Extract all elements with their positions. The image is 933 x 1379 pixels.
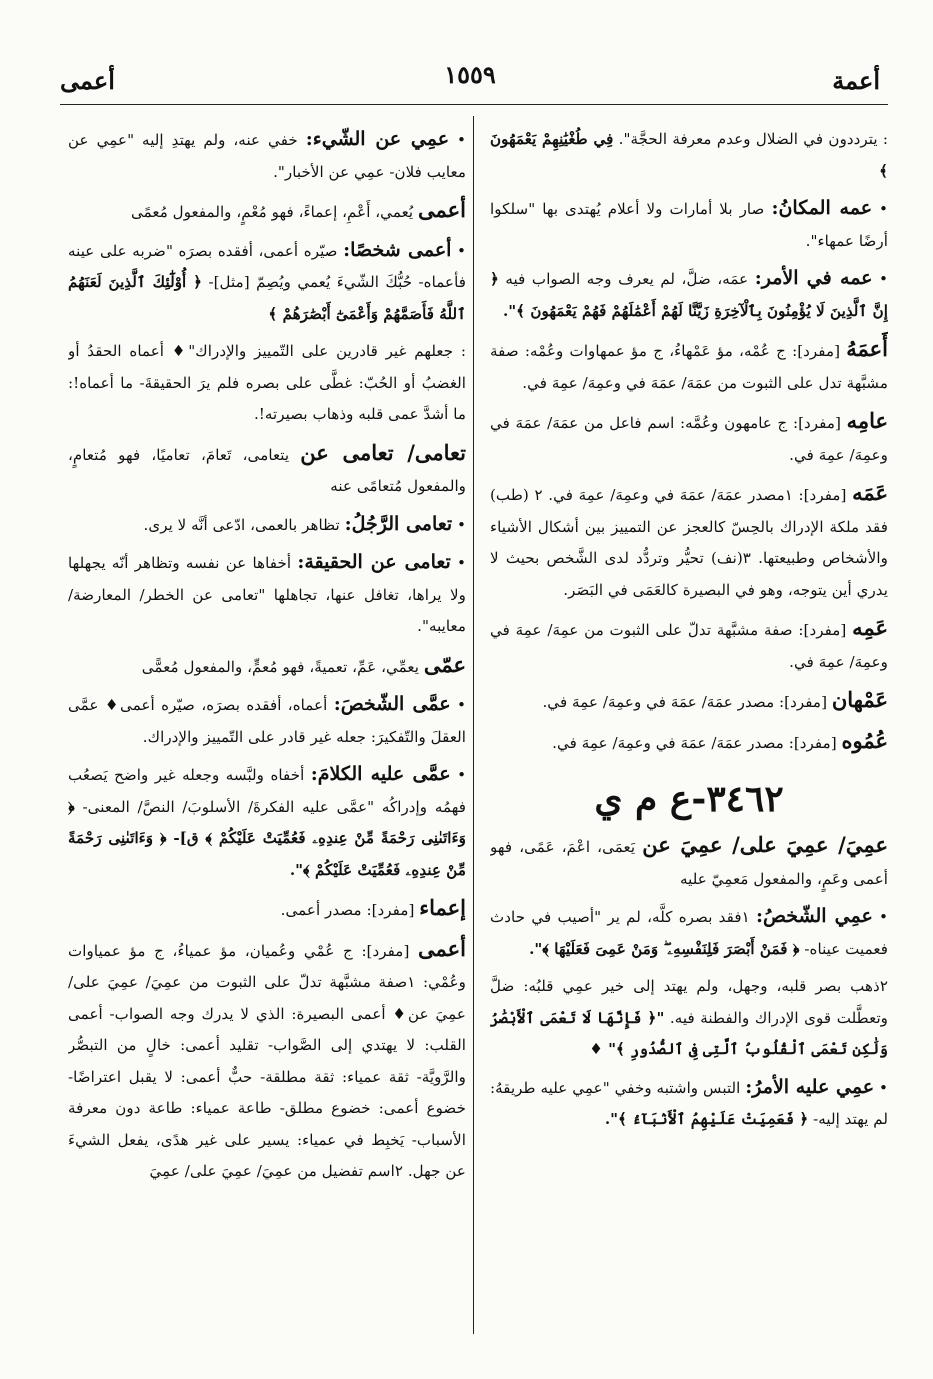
entry-definition: [مفرد]: مصدر عمَهَ/ عمَهَ في وعمِهَ/ عمِهَ في. [542, 693, 827, 711]
entry-definition: أعماه، أفقده بصرَه، صيّره أعمى♦ عمَّى العقلَ والتّفكيرَ: جعله غير قادر على التّمييز والإدراك. [68, 696, 466, 746]
dictionary-entry [490, 612, 888, 678]
entry-definition: عمَه، ضلَّ، لم يعرف وجه الصواب فيه [505, 270, 749, 288]
dictionary-entry [490, 829, 888, 895]
dictionary-entry [490, 263, 888, 327]
entry-headword: أَعمَهُ [846, 336, 888, 361]
entry-definition: صار بلا أمارات ولا أعلام يُهتدى بها "سلكوا أرضًا عمهاء". [490, 200, 888, 250]
entry-definition: أخفاه ولبَّسه وجعله غير واضح يَصعُب فهمُه وإدراكُه "عمَّى عليه الفكرةَ/ الأسلوبَ/ النصَّ/ المعنى- [68, 766, 466, 816]
entry-headword: أعمى [418, 935, 466, 961]
right-guide-word: أعمة [832, 66, 880, 95]
entry-headword: عمِي الشّخصُ: [756, 905, 873, 927]
dictionary-entry [490, 901, 888, 965]
entry-headword: إعماء [419, 895, 466, 920]
entry-headword: عَمْهان [831, 687, 888, 712]
dictionary-entry [68, 194, 466, 229]
section-title: ٣٤٦٢-ع م ي [594, 778, 784, 820]
quran-quote: "﴿ فَإِنَّهَا لَا تَعْمَى ٱلْأَبْصَٰرُ وَلَٰكِن تَعْمَى ٱلْقُلُوبُ ٱلَّتِى فِى ٱلصُّدُورِ ﴾" ♦ [490, 1008, 888, 1058]
entry-definition: [مفرد]: مصدر أعمى. [280, 901, 415, 919]
quran-quote: ﴿ أُوْلَٰٓئِكَ ٱلَّذِينَ لَعَنَهُمُ ٱللَّهُ فَأَصَمَّهُمْ وَأَعْمَىٰٓ أَبْصَٰرَهُمْ ﴾ [68, 273, 466, 323]
quran-quote: ﴿ فَمَنْ أَبْصَرَ فَلِنَفْسِهِۦ ۖ وَمَنْ عَمِىَ فَعَلَيْهَا ﴾". [529, 939, 800, 958]
column-divider [473, 116, 474, 1334]
page-header [60, 52, 880, 95]
entry-headword: أعمى [417, 197, 466, 222]
entry-headword: عمه المكانُ: [771, 197, 873, 219]
dictionary-entry [68, 509, 466, 542]
dictionary-entry [68, 933, 466, 1188]
entry-definition: ١فقد بصره كلَّه، لم ير "أصيب في حادث فعميت عيناه- [490, 908, 888, 958]
dictionary-entry [490, 333, 888, 399]
dictionary-entry [68, 437, 466, 503]
entry-definition: تظاهر بالعمى، ادّعى أنَّه لا يرى. [143, 515, 340, 534]
entry-headword: عمِي عن الشّيء: [305, 128, 450, 150]
left-guide-word: أعمى [60, 66, 115, 95]
quran-quote: ﴿ وَءَاتَىٰنِى رَحْمَةً مِّنْ عِندِهِۦ فَعُمِّيَتْ عَلَيْكُمْ ﴾ ق]- ﴿ وَءَاتَىٰنِى رَحْمَةً مِّنْ عِندِهِۦ فَعُمِّيَتْ عَلَيْكُمْ ﴾". [68, 797, 466, 879]
dictionary-entry [490, 477, 888, 606]
entry-definition: [مفرد]: ج عُمْي وعُميان، مؤ عمياءُ، ج مؤ عمياوات وعُمْي: ١صفة مشبَّهة تدلّ على الثبوت من عمِيَ/ عمِيَ على/ عمِيَ عن♦ أعمى البصيرة: الذي لا يدرك وجه الصواب- أعمى القلب: لا يهتدي إلى الصَّواب- تقليد أعمى: خالٍ من التبصُّر والرَّويَّة- ثقة عمياء: ثقة مطلقة- حبٌّ أعمى: لا يقبل اعتراضًا- خضوع أعمى: خضوع مطلق- طاعة عمياء: طاعة دون معرفة الأسباب- يَخبِط في عمياء: يسير على غير هدًى، يفعل الشيءَ عن جهل. ٢اسم تفضيل من عمِيَ/ عمِيَ على/ عمِيَ [68, 941, 466, 1180]
entry-definition: [مفرد]: ج عُمْه، مؤ عَمْهاءُ، ج مؤ عمهاوات وعُمْه: صفة مشبَّهة تدل على الثبوت من عمَهَ/ عمَهَ في وعمِهَ/ عمِهَ في. [490, 342, 888, 392]
dictionary-entry [490, 684, 888, 719]
entry-definition: يعمِّي، عَمِّ، تعميةً، فهو مُعمٍّ، والمفعول مُعمًّى [141, 657, 419, 676]
entry-definition: [مفرد]: صفة مشبَّهة تدلّ على الثبوت من عمِهَ/ عمِهَ في وعمِهَ/ عمِهَ في. [490, 621, 888, 671]
entry-definition: التبس واشتبه وخفي "عمِي عليه طريقهُ: لم يهتد إليه- [490, 1078, 888, 1128]
entry-headword: عمَّى الشّخصَ: [333, 693, 451, 715]
entry-headword: عمِيَ/ عمِيَ على/ عمِيَ عن [642, 832, 888, 857]
dictionary-entry [68, 235, 466, 331]
dictionary-entry [490, 725, 888, 760]
quran-quote: فِي طُغْيَٰنِهِمْ يَعْمَهُونَ ﴾ [490, 130, 888, 180]
entry-headword: عامِه [846, 408, 888, 433]
dictionary-entry [68, 547, 466, 643]
entry-definition: : يترددون في الضلال وعدم معرفة الحجَّة". [618, 130, 888, 148]
entry-headword: عَمِه [852, 615, 888, 640]
entry-definition: [مفرد]: مصدر عمَهَ/ عمَهَ في وعمِهَ/ عمِهَ في. [552, 733, 837, 752]
dictionary-entry [490, 971, 888, 1066]
dictionary-entry [68, 124, 466, 188]
header-rule [60, 104, 888, 105]
dictionary-entry [490, 193, 888, 257]
entry-headword: عمِي عليه الأمرُ: [745, 1075, 875, 1098]
entry-definition: يَعمَى، اعْمَ، عَمًى، فهو أعمى وعَمٍ، والمفعول مَعمِيّ عليه [490, 838, 888, 888]
page-number: ١٥٥٩ [444, 60, 496, 89]
dictionary-entry [68, 336, 466, 431]
entry-definition: ٢ذهب بصر قلبه، وجهل، ولم يهتد إلى خير عمِي قلبُه: ضلَّ وتعطَّلت قوى الإدراك والفطنة فيه. [490, 977, 888, 1027]
entry-headword: عَمَه [852, 480, 888, 505]
entry-headword: تعامى عن الحقيقة: [297, 551, 451, 573]
dictionary-entry [490, 124, 888, 187]
entry-definition: أخفاها عن نفسه وتظاهر أنّه يجهلها ولا يراها، تغافل عنها، تجاهلها "تعامى عن الخطر/ المعارضة/ معايبه". [68, 554, 466, 635]
entry-definition: خفي عنه، ولم يهتدِ إليه "عمِي عن معايب فلان- عمِي عن الأخبار". [68, 131, 466, 181]
dictionary-entry [68, 759, 466, 886]
entry-definition: : جعلهم غير قادرين على التّمييز والإدراك"♦ أعماه الحقدُ أو الغضبُ أو الحُبّ: غطَّى على بصره فلم يرَ الحقيقةَ- ما أعماه!: ما أشدَّ عمى قلبه وذهاب بصيرته!. [68, 342, 466, 423]
dictionary-entry [68, 892, 466, 927]
entry-headword: أعمى شخصًا: [343, 238, 452, 261]
entry-definition: [مفرد]: ١مصدر عمَهَ/ عمَهَ في وعمِهَ/ عمِهَ في. ٢ (طب) فقد ملكة الإدراك بالحِسّ كالعجز عن التمييز بين أشكال الأشياء والأشخاص وطبيعتها. ٣(نف) تحيُّر وتردُّد لدى الشَّخص بحيث لا يدري أين يتوجه، وهو في البصيرة كالعَمَى في البَصَر. [490, 486, 888, 599]
entry-headword: عمّى [423, 651, 466, 677]
entry-definition: صيّره أعمى، أفقده بصرَه "ضربه على عينه فأعماه- حُبُّكَ الشّيءَ يُعمي ويُصِمّ [مثل]- [68, 241, 466, 291]
entry-headword: تعامى/ تعامى عن [300, 439, 466, 465]
entry-headword: عمَّى عليه الكلامَ: [310, 763, 451, 785]
entry-headword: تعامى الرَّجُلُ: [344, 512, 453, 535]
dictionary-entry [68, 649, 466, 684]
dictionary-entry [490, 405, 888, 471]
entry-definition: [مفرد]: ج عامهون وعُمَّه: اسم فاعل من عمَهَ/ عمَهَ في وعمِهَ/ عمِهَ في. [490, 414, 888, 464]
right-column [490, 124, 888, 1339]
entry-definition: يتعامى، تَعامَ، تعاميًا، فهو مُتعامٍ، والمفعول مُتعامًى عنه [68, 445, 466, 495]
entry-headword: عمه في الأمر: [754, 267, 873, 289]
entry-headword: عُمُوه [841, 727, 888, 753]
entry-definition: يُعمي، أَعْمِ، إعماءً، فهو مُعْمٍ، والمفعول مُعمًى [130, 203, 414, 221]
quran-quote: ﴿ فَعَمِيَتْ عَلَيْهِمُ ٱلْأَنۢبَآءُ ﴾". [604, 1110, 809, 1128]
quran-quote: ﴿ إِنَّ ٱلَّذِينَ لَا يُؤْمِنُونَ بِٱلْآخِرَةِ زَيَّنَّا لَهُمْ أَعْمَٰلَهُمْ فَهُمْ يَعْمَهُونَ ﴾". [490, 270, 888, 320]
dictionary-entry [68, 689, 466, 753]
dictionary-entry [490, 1072, 888, 1136]
left-column [68, 124, 466, 1339]
